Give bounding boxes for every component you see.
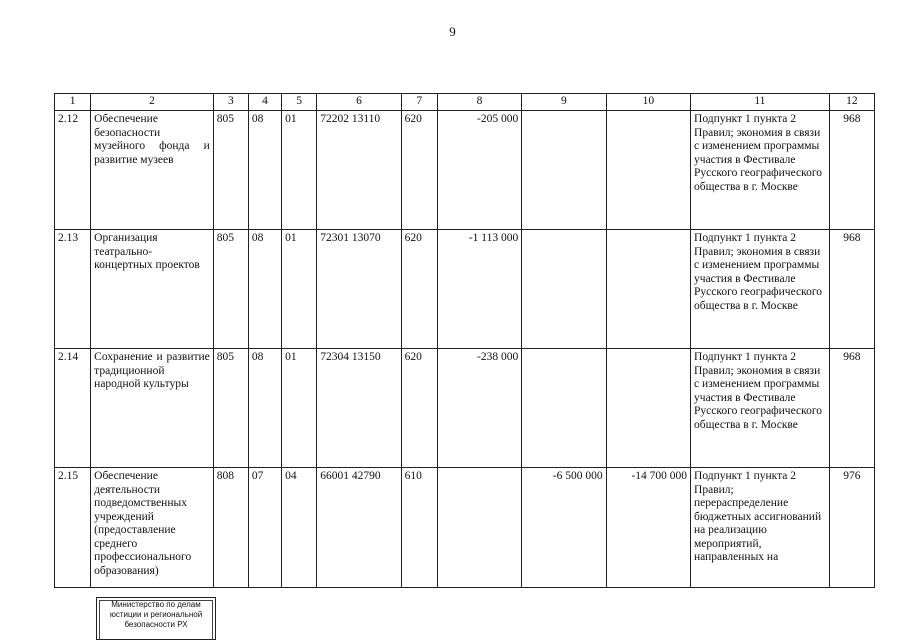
cell-basis: Подпункт 1 пункта 2 Правил; экономия в связи с изменением программы участия в Фестивале Русского географического общества в г. Москве [691,230,830,349]
cell-basis: Подпункт 1 пункта 2 Правил; экономия в связи с изменением программы участия в Фестивале Русского географического общества в г. Москве [691,349,830,468]
cell-col12: 968 [829,349,874,468]
cell-col8: -205 000 [437,111,521,230]
page-number: 9 [449,24,456,39]
cell-col8: -1 113 000 [437,230,521,349]
row-number: 2.13 [55,230,91,349]
column-header: 10 [606,94,690,111]
cell-col12: 976 [829,468,874,588]
table-row [55,349,875,468]
cell-col6: 72304 13150 [317,349,401,468]
column-header: 4 [248,94,281,111]
cell-col7: 620 [401,349,437,468]
cell-col10 [606,349,690,468]
stamp-line: безопасности РХ [124,620,188,629]
cell-basis: Подпункт 1 пункта 2 Правил; перераспределение бюджетных ассигнований на реализацию мероприятий, направленных на [691,468,830,588]
cell-col10 [606,111,690,230]
cell-col3: 805 [213,349,248,468]
table-row [55,230,875,349]
cell-col12: 968 [829,230,874,349]
registration-stamp [96,597,216,640]
cell-col6: 66001 42790 [317,468,401,588]
cell-col7: 620 [401,230,437,349]
cell-col7: 610 [401,468,437,588]
row-name: Сохранение и развитие традиционной народной культуры [91,349,214,468]
cell-col4: 08 [248,111,281,230]
row-name: Обеспечение деятельности подведомственных учреждений (предоставление среднего профессионального образования) [91,468,214,588]
column-header: 2 [91,94,214,111]
budget-table [54,93,875,588]
cell-col3: 805 [213,230,248,349]
column-header: 11 [691,94,830,111]
table-row [55,468,875,588]
stamp-line: Министерство по делам [111,600,201,609]
row-number: 2.14 [55,349,91,468]
row-name: Организация театрально-концертных проектов [91,230,214,349]
cell-basis: Подпункт 1 пункта 2 Правил; экономия в связи с изменением программы участия в Фестивале Русского географического общества в г. Москве [691,111,830,230]
cell-col5: 04 [282,468,317,588]
row-name: Обеспечение безопасности музейного фонда и развитие музеев [91,111,214,230]
cell-col9 [522,230,606,349]
cell-col3: 805 [213,111,248,230]
cell-col6: 72202 13110 [317,111,401,230]
cell-col10 [606,230,690,349]
cell-col4: 08 [248,349,281,468]
cell-col5: 01 [282,230,317,349]
cell-col4: 07 [248,468,281,588]
row-number: 2.15 [55,468,91,588]
row-number: 2.12 [55,111,91,230]
cell-col8 [437,468,521,588]
column-header: 8 [437,94,521,111]
cell-col6: 72301 13070 [317,230,401,349]
cell-col8: -238 000 [437,349,521,468]
table-row [55,111,875,230]
column-header: 9 [522,94,606,111]
table-header-row [55,94,875,111]
column-header: 3 [213,94,248,111]
cell-col7: 620 [401,111,437,230]
cell-col10: -14 700 000 [606,468,690,588]
column-header: 1 [55,94,91,111]
column-header: 12 [829,94,874,111]
cell-col4: 08 [248,230,281,349]
column-header: 6 [317,94,401,111]
cell-col9 [522,349,606,468]
stamp-line: юстиции и региональной [109,610,203,619]
cell-col5: 01 [282,349,317,468]
column-header: 7 [401,94,437,111]
column-header: 5 [282,94,317,111]
cell-col5: 01 [282,111,317,230]
cell-col9: -6 500 000 [522,468,606,588]
cell-col3: 808 [213,468,248,588]
cell-col9 [522,111,606,230]
cell-col12: 968 [829,111,874,230]
